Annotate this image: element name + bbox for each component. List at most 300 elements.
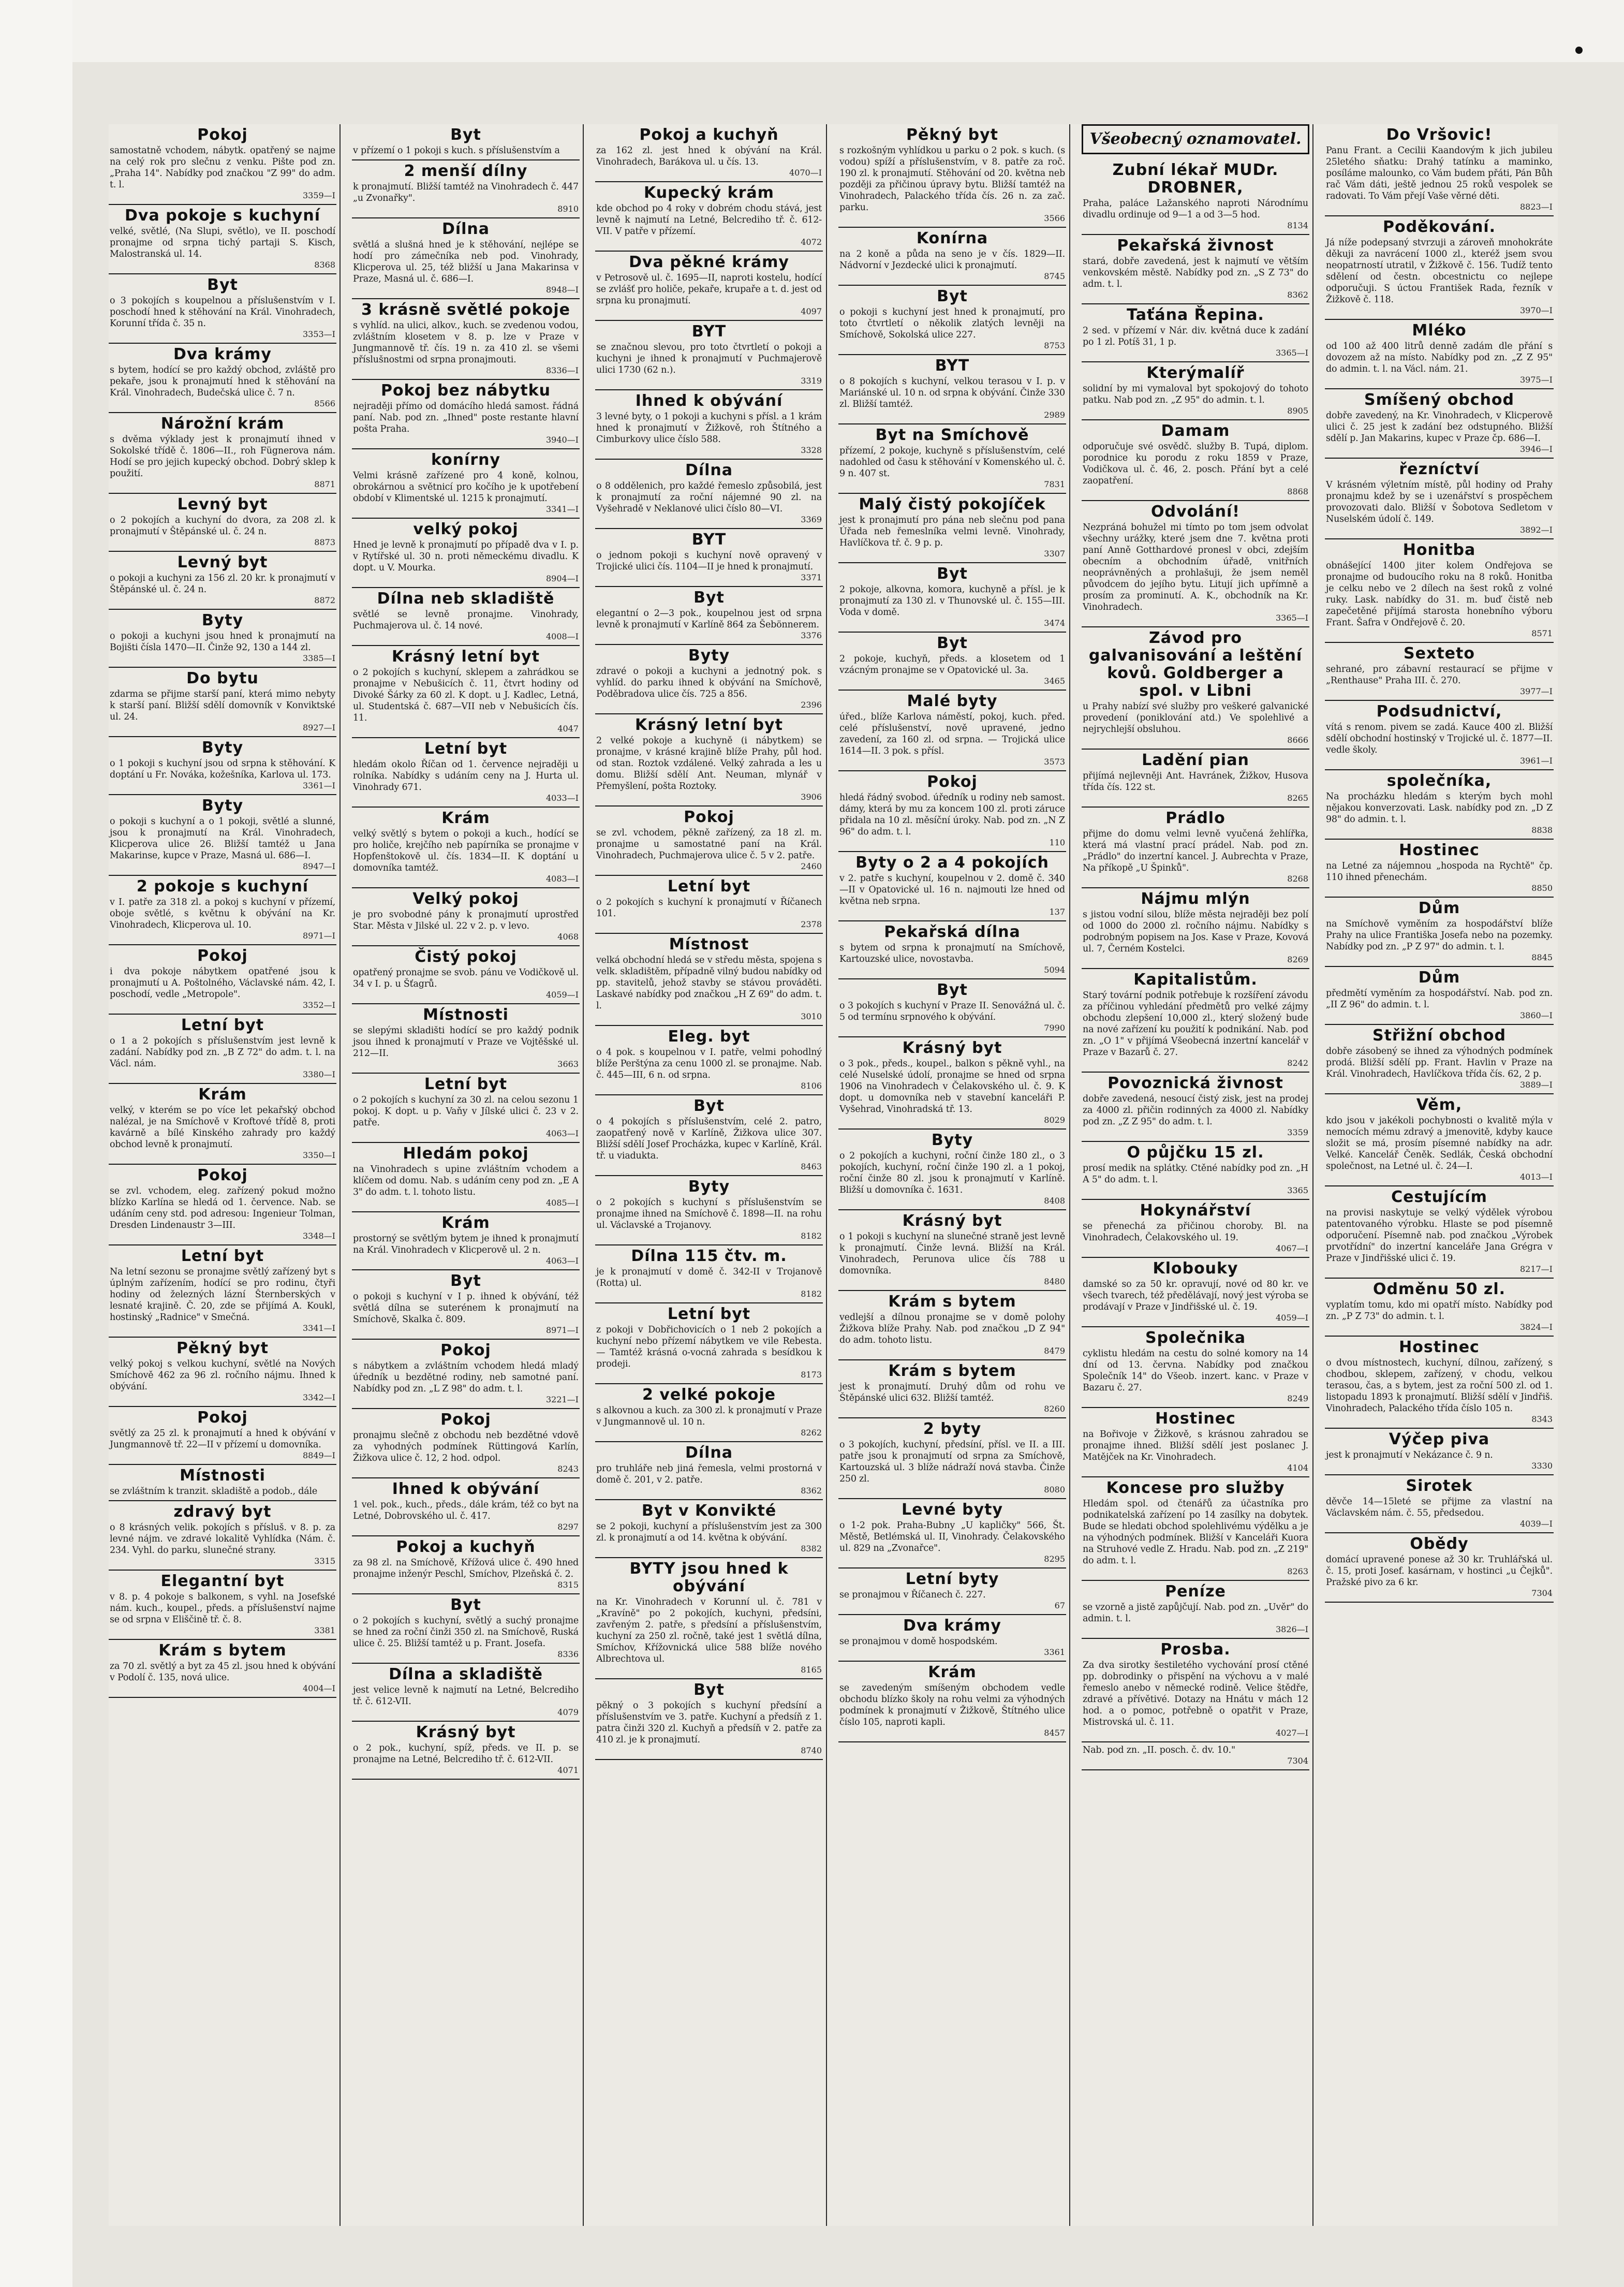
ad-title: Klobouky — [1153, 1259, 1238, 1278]
ad-title: Pokoj bez nábytku — [380, 382, 551, 400]
ad-title: Dva pěkné krámy — [629, 253, 789, 271]
ad-code: 3221—I — [545, 1395, 579, 1404]
ad-code: 3369 — [801, 515, 822, 524]
ad-title: Dílna — [685, 1444, 733, 1462]
ad-text: o 3 pokojích s koupelnou a příslušenstvím v I. poschodí hned k stěhování na Král. Vinohradech, Korunní třída č. 35 n. — [110, 296, 335, 329]
classified-ad — [1082, 1258, 1309, 1327]
ad-code: 3940—I — [545, 435, 579, 445]
classified-ad — [1325, 124, 1554, 216]
scan-edge-left — [0, 0, 72, 2287]
ad-code: 3566 — [1044, 213, 1065, 223]
ad-title: Byty — [201, 797, 244, 815]
classified-ad — [1325, 643, 1554, 701]
ad-title: Byt — [207, 276, 238, 294]
ad-title: Dílna a skladiště — [389, 1665, 543, 1683]
classified-ad — [838, 979, 1066, 1037]
classified-ad — [838, 286, 1066, 355]
ad-title: Elegantní byt — [160, 1572, 285, 1590]
ad-code: 8368 — [314, 260, 335, 270]
ad-title: Pokoj — [440, 1341, 491, 1359]
ad-text: v 2. patře s kuchyní, koupelnou v 2. domě č. 340—II v Opatovické ul. 16 n. najmouti lze hned od května neb srpna. — [839, 873, 1065, 906]
ad-text: kde obchod po 4 roky v dobrém chodu stává, jest levně k najmutí na Letné, Belcrediho tř. č. 612-VII. V patře v přízemí. — [596, 203, 822, 237]
classified-ad — [1082, 888, 1309, 969]
ad-text: o jednom pokoji s kuchyní nově opravený v Trojické ulici čís. 1104—II je hned k pronajmutí. — [596, 550, 822, 572]
ad-title: Byt — [693, 1681, 725, 1699]
ad-title: Krásný letní byt — [392, 648, 540, 666]
classified-ad — [109, 413, 336, 494]
ad-text: z pokoji v Dobřichovicích o 1 neb 2 pokojích a kuchyní nebo přízemí nábytkem ve vile Rebesta. — Tamtéž krásná o-vocná zahrada s besídkou k prodeji. — [596, 1325, 822, 1369]
ad-text: přijímá nejlevněji Ant. Havránek, Žižkov, Husova třída čís. 122 st. — [1083, 771, 1308, 793]
ad-code: 4047 — [557, 724, 579, 734]
ad-title: Čistý pokoj — [415, 948, 517, 966]
classified-ad — [352, 1074, 580, 1143]
ad-text: s bytem, hodící se pro každý obchod, zvláště pro pekaře, jsou k pronajmutí hned k stěhování na Král. Vinohradech, Budečská ulice č. 7 n. — [110, 365, 335, 398]
ad-code: 4071 — [557, 1765, 579, 1775]
ad-text: k pronajmutí. Bližší tamtéž na Vinohradech č. 447 „u Zvonařky". — [353, 182, 579, 203]
ad-title: BYT — [935, 357, 970, 375]
ad-code: 8408 — [1044, 1196, 1065, 1206]
ad-title: Byt — [450, 1272, 481, 1290]
ad-code: 8382 — [801, 1544, 822, 1553]
classified-ad — [1082, 1742, 1309, 1770]
ad-text: na Vinohradech s upine zvláštním vchodem a klíčem od domu. Nab. s udáním ceny pod zn. „E A 3" do adm. t. l. tohoto listu. — [353, 1164, 579, 1197]
ad-code: 3341—I — [545, 504, 579, 514]
ad-code: 7990 — [1044, 1023, 1065, 1033]
classified-ad — [352, 1536, 580, 1594]
ad-text: se pronajmou v domě hospodském. — [839, 1636, 998, 1647]
classified-ad — [838, 1130, 1066, 1210]
classified-ad — [595, 182, 823, 252]
ad-text: v I. patře za 318 zl. a pokoj s kuchyní v přízemí, oboje světlé, s květnu k obývání na Kr. Vinohradech, Klicperova ul. 10. — [110, 897, 335, 930]
classified-ad — [838, 1568, 1066, 1615]
ad-text: o 3 pokojích s kuchyní v Praze II. Senovážná ul. č. 5 od termínu srpnového k obývání. — [839, 1001, 1065, 1022]
classified-ad — [1325, 1475, 1554, 1533]
ad-code: 3961—I — [1519, 756, 1553, 766]
ad-text: prosí medik na splátky. Ctěné nabídky pod zn. „H A 5" do adm. t. l. — [1083, 1163, 1308, 1185]
ad-title: Krásný byt — [902, 1039, 1002, 1057]
ad-code: 4072 — [801, 237, 822, 247]
ad-title: Letní byt — [181, 1016, 264, 1034]
ad-title: Prádlo — [1165, 809, 1226, 827]
ad-code: 3385—I — [302, 653, 335, 663]
ad-title: Krásný letní byt — [635, 716, 783, 734]
classified-ad — [1325, 1094, 1554, 1186]
ad-text: Praha, paláce Lažanského naproti Národnímu divadlu ordinuje od 9—1 a od 3—5 hod. — [1083, 198, 1308, 220]
classified-ad — [352, 1340, 580, 1409]
classified-ad — [595, 124, 823, 182]
ad-title: velký pokoj — [413, 520, 519, 538]
ad-text: o 2 pok., kuchyní, spíž, předs. ve II. p. se pronajme na Letné, Belcrediho tř. č. 612-VII. — [353, 1743, 579, 1765]
ad-text: Hned je levně k pronajmutí po případě dva v I. p. v Rytířské ul. 30 n. proti německému divadlu. K dopt. u V. Mourka. — [353, 540, 579, 573]
ad-text: se 2 pokoji, kuchyní a příslušenstvím jest za 300 zl. k pronajmutí a od 14. května k obývání. — [596, 1521, 822, 1543]
classified-ad — [838, 1499, 1066, 1568]
ad-title: Ladění pian — [1142, 751, 1249, 769]
ad-title: Cestujícím — [1391, 1188, 1487, 1206]
classified-ad — [595, 645, 823, 714]
ad-text: s nábytkem a zvláštním vchodem hledá mladý úředník u bezdětné rodiny, neb samotné paní. Nabídky pod zn. „L Z 98" do adm. t. l. — [353, 1361, 579, 1394]
column-2 — [352, 124, 584, 2226]
ad-code: 2460 — [801, 861, 822, 871]
ad-code: 8134 — [1287, 221, 1308, 230]
ad-title: Sirotek — [1406, 1477, 1473, 1495]
ad-title: Byt — [937, 634, 968, 652]
ad-title: Byt — [693, 589, 725, 607]
ad-text: hledá řádný svobod. úředník u rodiny neb samost. dámy, která by mu za koncem 100 zl. proti záruce přidala na 10 zl. měsíční úroky. Nab. pod zn. „N Z 96" do adm. t. l. — [839, 793, 1065, 837]
ad-code: 7304 — [1531, 1588, 1553, 1598]
ad-title: Hledám pokoj — [403, 1145, 529, 1163]
ad-title: Ihned k obývání — [392, 1480, 540, 1498]
ad-code: 3330 — [1531, 1461, 1553, 1471]
classified-ad — [1082, 1408, 1309, 1477]
classified-ad — [838, 1360, 1066, 1418]
ad-code: 8165 — [801, 1665, 822, 1675]
ad-text: domácí upravené ponese až 30 kr. Truhlářská ul. č. 15, proti Josef. kasárnam, v hostinci „u Čejků". Pražské pivo za 6 kr. — [1326, 1555, 1553, 1588]
ad-text: o pokoji s kuchyní v I p. ihned k obývání, též světlá dílna se suterénem k pronajmutí na Smíchově, Skalka č. 809. — [353, 1292, 579, 1325]
classified-ad — [595, 934, 823, 1026]
classified-ad — [838, 1418, 1066, 1499]
classified-ad — [595, 1384, 823, 1442]
ad-text: Za dva sirotky šestiletého vychování prosí ctěné pp. dobrodinky o přispění na výchovu a v malé řemeslo anebo v německé rodině. Velice štědře, zdravé a přívětivé. Dotazy na Hnátu v mách 12 hod. a o pomoc, potřebně o opatřit v Praze, Mistrovská ul. č. 11. — [1083, 1660, 1308, 1727]
ad-text: velký, v kterém se po více let pekařský obchod nalézal, je na Smíchově v Kroftové třídě 8, proti kavárně a bílé Kinského zahrady pro každý obchod levně k pronajmutí. — [110, 1105, 335, 1150]
classified-ad — [109, 124, 336, 205]
ad-code: 8927—I — [302, 723, 335, 732]
ad-text: s rozkošným vyhlídkou u parku o 2 pok. s kuch. (s vodou) spíží a příslušenstvím, v 8. patře za roč. 190 zl. k pronajmutí. Stěhování od 20. května neb později za přičinou úpravy bytu. Bližší tamtéž na Vinohradech, Palackého třída čís. 26 n. za zač. parku. — [839, 145, 1065, 213]
ad-text: na Bořivoje v Žižkově, s krásnou zahradou se pronajme ihned. Bližší sdělí jest poslanec J. Matějček na Kr. Vinohradech. — [1083, 1429, 1308, 1462]
classified-ad — [109, 1084, 336, 1165]
ad-text: o 8 krásných velik. pokojích s přísluš. v 8. p. za levné nájm. ve zdravé lokalitě Vyhlídka (Nám. č. 234. Vyhl. do parku, slunečné strany. — [110, 1522, 335, 1556]
ad-text: jest k pronajmutí pro pána neb slečnu pod pana Úřada neb řemeslníka velmi levně. Vinohrady, Havlíčkova tř. č. 9 p. p. — [839, 515, 1065, 548]
ad-code: 8173 — [801, 1370, 822, 1380]
ad-text: úřed., blíže Karlova náměstí, pokoj, kuch. před. celé příslušenství, nově upravené, jedno zavedení, za 160 zl. od srpna. — Trojická ulice 1614—II. 3 pok. s přísl. — [839, 712, 1065, 756]
ad-title: Mléko — [1412, 321, 1467, 340]
ad-title: Krám — [441, 1214, 490, 1232]
classified-ad — [352, 124, 580, 160]
classified-ad — [1082, 1142, 1309, 1200]
ad-text: s jistou vodní silou, blíže města nejraději bez polí od 1000 do 2000 zl. ročního nájmu. Nabídky s podrobným popisem na Jos. Kase v Praze, Kovová ul. 7, Černém Kostelci. — [1083, 910, 1308, 954]
classified-ad — [1082, 750, 1309, 808]
ad-text: o pokoji s kuchyní jest hned k pronajmutí, pro toto čtvrtletí o několik zlatých levněji na Smíchově, Sokolská ulice 227. — [839, 307, 1065, 340]
ad-text: Starý tovární podnik potřebuje k rozšíření závodu za příčinou vyhledání předmětů pro velké zájmy obchodu zlepšení 10,000 zl., který složený bude na nové zařízení ku použití k podnikání. Nab. pod zn. „O 1" v přijímá Všeobecná inzertní kancelář v Praze v Bazarů č. 27. — [1083, 990, 1308, 1058]
ad-title: Poděkování. — [1382, 218, 1496, 236]
classified-ad — [109, 795, 336, 876]
classified-ad — [1082, 1200, 1309, 1258]
ad-text: o 8 oddělenich, pro každé řemeslo způsobilá, jest k pronajmutí za roční nájemné 90 zl. na Vyšehradě v Neklanové ulici číslo 80—VI. — [596, 481, 822, 514]
ad-title: Pokoj — [440, 1411, 491, 1429]
ad-text: vedlejší a dílnou pronajme se v domě polohy Žižkova blíže Prahy. Nab. pod značkou „D Z 94" do adm. tohoto listu. — [839, 1312, 1065, 1345]
ad-title: 2 menší dílny — [404, 162, 528, 180]
ad-text: v 8. p. 4 pokoje s balkonem, s vyhl. na Josefské nám. kuch., koupel., předs. a příslušenství najme se od srpna v Eliščině tř. č. 8. — [110, 1592, 335, 1625]
ad-code: 3889—I — [1519, 1080, 1553, 1090]
ad-code: 8873 — [314, 537, 335, 547]
classified-ad — [109, 1571, 336, 1640]
ad-text: dobře zásobený se ihned za výhodných podmínek prodá. Bližší sdělí pp. Frant. Havlin v Praze na Král. Vinohradech, Havlíčkova třída čís. 62, 2 p. — [1326, 1046, 1553, 1079]
ad-title: Hostinec — [1155, 1410, 1236, 1428]
ad-code: 8457 — [1044, 1728, 1065, 1738]
ad-code: 8295 — [1044, 1554, 1065, 1564]
classified-ad — [109, 1501, 336, 1571]
ad-code: 7831 — [1044, 479, 1065, 489]
ad-title: Pokoj — [684, 808, 734, 826]
ad-code: 8850 — [1531, 883, 1553, 893]
ad-text: se vzorně a jistě zapůjčují. Nab. pod zn. „Uvěr" do admin. t. l. — [1083, 1602, 1308, 1624]
classified-ad — [595, 807, 823, 876]
ad-text: cyklistu hledám na cestu do solné komory na 14 dní od 13. června. Nabídky pod značkou Společník 14" do Všeob. inzert. kanc. v Praze v Bazaru č. 27. — [1083, 1348, 1308, 1393]
ad-text: zdarma se přijme starší paní, která mimo nebyty k starší paní. Bližší sdělí domovník v Konviktské ul. 24. — [110, 689, 335, 722]
ad-code: 3342—I — [302, 1392, 335, 1402]
classified-ad — [109, 945, 336, 1015]
ad-code: 4083—I — [545, 874, 579, 884]
ad-title: Do Vršovic! — [1386, 126, 1493, 144]
ad-title: Kupecký krám — [644, 184, 774, 202]
ad-code: 8268 — [1287, 874, 1308, 884]
classified-ad — [1325, 701, 1554, 770]
ad-code: 4039—I — [1519, 1519, 1553, 1529]
ad-title: Byt — [937, 981, 968, 999]
ad-title: Byt — [693, 1097, 725, 1115]
ad-code: 4079 — [557, 1707, 579, 1717]
ad-title: Pokoj — [197, 947, 248, 965]
classified-ad — [109, 1407, 336, 1465]
ad-text: o pokoji s kuchyní a o 1 pokoji, světlé a slunné, jsou k pronajmutí na Král. Vinohradech, Klicperova ulice 26. Bližší tamtéž u Jana Makarinse, kupce v Praze, Masná ul. 686—I. — [110, 816, 335, 861]
classified-ad — [838, 494, 1066, 563]
ad-title: Letní byt — [424, 740, 508, 758]
ad-title: Závod pro galvanisování a leštění kovů. Goldberger a spol. v Libni — [1088, 629, 1303, 700]
classified-ad — [1325, 770, 1554, 840]
classified-ad — [109, 668, 336, 737]
ad-code: 3341—I — [302, 1323, 335, 1333]
ad-title: Letní byt — [667, 877, 751, 896]
ad-title: Byt — [450, 126, 481, 144]
ad-code: 8745 — [1044, 271, 1065, 281]
ad-text: jest velice levně k najmutí na Letné, Belcrediho tř. č. 612-VII. — [353, 1685, 579, 1707]
ad-title: Eleg. byt — [668, 1028, 750, 1046]
ad-text: děvče 14—15leté se přijme za vlastní na Václavském nám. č. 55, předsedou. — [1326, 1497, 1553, 1518]
ad-code: 3365 — [1287, 1185, 1308, 1195]
ad-text: přízemí, 2 pokoje, kuchyně s příslušenstvím, celé nadohled od času k stěhování v Komenského ul. č. 9 n. 407 st. — [839, 446, 1065, 479]
ad-text: o 1 a 2 pokojích s příslušenstvím jest levně k zadání. Nabídky pod zn. „B Z 72" do adm. t. l. na Václ. nám. — [110, 1036, 335, 1069]
ad-text: samostatně vchodem, nábytk. opatřený se najme na celý rok pro slečnu z venku. Pište pod zn. „Praha 14". Nabídky pod značkou "Z 99" do adm. t. l. — [110, 145, 335, 190]
ad-code: 8182 — [801, 1231, 822, 1241]
ad-title: Dva pokoje s kuchyní — [124, 207, 320, 225]
ad-code: 3906 — [801, 792, 822, 802]
ad-code: 8910 — [557, 204, 579, 214]
ad-code: 8217—I — [1519, 1264, 1553, 1274]
ad-text: Nab. pod zn. „II. posch. č. dv. 10." — [1083, 1745, 1235, 1755]
ad-title: Pokoj a kuchyň — [639, 126, 779, 144]
ad-title: 2 velké pokoje — [642, 1386, 776, 1404]
ad-title: Smíšený obchod — [1364, 391, 1515, 409]
ad-code: 8362 — [801, 1486, 822, 1496]
ad-title: Krám — [198, 1086, 247, 1104]
classified-ad — [109, 1245, 336, 1338]
ad-title: BYT — [691, 531, 727, 549]
ad-title: 3 krásně světlé pokoje — [361, 301, 570, 319]
classified-ad — [109, 1465, 336, 1501]
ad-title: Do bytu — [186, 669, 259, 687]
ad-text: solidní by mi vymaloval byt spokojový do tohoto patku. Nab pod zn. „Z 95" do admin. t. l. — [1083, 384, 1308, 405]
ad-code: 3381 — [314, 1625, 335, 1635]
ad-code: 4033—I — [545, 793, 579, 803]
ad-text: předmětí vyměním za hospodářství. Nab. pod zn. „II Z 96" do admin. t. l. — [1326, 988, 1553, 1010]
ad-text: za 70 zl. světlý a byt za 45 zl. jsou hned k obývání v Podolí č. 135, nová ulice. — [110, 1661, 335, 1683]
ad-text: o dvou místnostech, kuchyní, dílnou, zařízený, s chodbou, sklepem, zařízený, v chodu, velkou terasou, čas, a s bytem, jest za roční 500 zl. od 1. listopadu 1893 k pronajmutí. Bližší sdělí v Jindřiš. Vinohradech, Palackého třída číslo 105 n. — [1326, 1358, 1553, 1414]
ad-code: 2396 — [801, 700, 822, 710]
ad-title: Místnost — [669, 935, 749, 954]
ad-code: 3010 — [801, 1011, 822, 1021]
ad-title: Koncese pro služby — [1106, 1479, 1285, 1497]
ad-text: světlá a slušná hned je k stěhování, nejlépe se hodí pro zámečníka neb pod. Vinohrady, Klicperova ul. 25, též bližší u Jana Makarinsa v Praze, Masná ul. č. 686—I. — [353, 240, 579, 284]
ad-title: Byty o 2 a 4 pokojích — [855, 854, 1049, 872]
ad-text: se zvl. vchodem, pěkně zařízený, za 18 zl. m. pronajme u samostatné paní na Král. Vinohradech, Puchmajerova ulice č. 5 v 2. patře. — [596, 828, 822, 861]
ad-code: 8336 — [557, 1649, 579, 1659]
classified-ad — [1325, 1429, 1554, 1475]
ad-title: O půjčku 15 zl. — [1127, 1144, 1264, 1162]
classified-ad — [1082, 627, 1309, 750]
classified-ad — [1082, 362, 1309, 420]
ad-code: 8029 — [1044, 1115, 1065, 1125]
ad-code: 4063—I — [545, 1128, 579, 1138]
classified-ad — [1082, 1477, 1309, 1581]
ad-code: 8080 — [1044, 1485, 1065, 1494]
classified-ad — [595, 529, 823, 587]
classified-ad — [595, 252, 823, 321]
ad-title: Krásný byt — [902, 1212, 1002, 1230]
classified-ad — [352, 1004, 580, 1074]
ad-title: Dům — [1418, 969, 1460, 987]
ink-dot — [1575, 47, 1583, 54]
classified-ad — [1082, 1327, 1309, 1408]
ad-code: 8666 — [1287, 735, 1308, 745]
ad-code: 8753 — [1044, 341, 1065, 350]
ad-text: na Smíchově vyměním za hospodářství blíže Prahy na ulice Františka Josefa nebo na pozemky. Nabídky pod zn. „P Z 97" do admin. t. l. — [1326, 919, 1553, 952]
ad-code: 2378 — [801, 919, 822, 929]
ad-text: za 98 zl. na Smíchově, Křížová ulice č. 490 hned pronajme inženýr Peschl, Smíchov, Plzeňská č. 2. — [353, 1558, 579, 1579]
ad-text: kdo jsou v jakékoli pochybnosti o kvalitě mýla v nemocích mému zdravý a jmenovitě, kdyby kauce složit se má, prosím písemné nabídky na adr. Velké. Kancelář Čeněk. Sedlák, Česká obchodní společnost, na Letné ul. č. 24—I. — [1326, 1116, 1553, 1171]
classified-ad — [838, 633, 1066, 691]
ad-code: 8343 — [1531, 1414, 1553, 1424]
ad-title: Krám s bytem — [158, 1641, 287, 1660]
ad-text: za 162 zl. jest hned k obývání na Král. Vinohradech, Barákova ul. u čís. 13. — [596, 145, 822, 167]
ad-title: Letní byt — [667, 1305, 751, 1323]
ad-text: na Kr. Vinohradech v Korunní ul. č. 781 v „Kravíně" po 2 pokojích, kuchyni, předsíni, zavřeným 2. patře, s předsíní a příslušenstvím, kuchyní za 250 zl. ročně, také jest 1 světlá dílna, Smíchov, Křížovnická ulice 588 blíže nového Albrechtova ul. — [596, 1597, 822, 1664]
ad-title: Odměnu 50 zl. — [1372, 1280, 1506, 1298]
ad-title: Věm, — [1416, 1096, 1463, 1114]
ad-code: 3315 — [314, 1556, 335, 1566]
ad-text: prostorný se světlým bytem je ihned k pronajmutí na Král. Vinohradech v Klicperově ul. 2 n. — [353, 1234, 579, 1255]
classified-ad — [1325, 1025, 1554, 1094]
ad-title: Letní byt — [181, 1247, 264, 1265]
classified-ad — [1082, 501, 1309, 627]
ad-title: Velký pokoj — [412, 890, 519, 908]
ad-code: 4067—I — [1275, 1243, 1308, 1253]
ad-code: 8480 — [1044, 1277, 1065, 1286]
classified-ad — [838, 1291, 1066, 1360]
ad-title: Honitba — [1402, 541, 1476, 559]
ad-code: 3350—I — [302, 1150, 335, 1160]
ad-title: Byty — [931, 1131, 973, 1149]
ad-code: 8823—I — [1519, 202, 1553, 212]
ad-text: o pokoji a kuchyni jsou hned k pronajmutí na Bojišti čísla 1470—II. Činže 92, 130 a 144 zl. — [110, 631, 335, 653]
classified-ad — [352, 946, 580, 1004]
ad-code: 4085—I — [545, 1198, 579, 1208]
classified-ad — [109, 344, 336, 413]
classified-ad — [109, 494, 336, 552]
ad-code: 3319 — [801, 376, 822, 386]
ad-title: řezníctví — [1399, 460, 1480, 478]
ad-text: pro truhláře neb jiná řemesla, velmi prostorná v domě č. 201, v 2. patře. — [596, 1463, 822, 1485]
ad-title: Místnosti — [180, 1467, 265, 1485]
ad-text: zdravé o pokoji a kuchyni a jednotný pok. s vyhlíd. do parku ihned k obývání na Smíchově, Poděbradova ulice čís. 725 a 856. — [596, 666, 822, 699]
ad-title: Pěkný byt — [906, 126, 998, 144]
ad-code: 8871 — [314, 479, 335, 489]
ad-text: pěkný o 3 pokojích s kuchyní předsíní a příslušenstvím ve 3. patře. Kuchyní a předsíň z 1. patra činži 320 zl. Kuchyň a předsíň v 2. patře za 410 zl. je k pronajmutí. — [596, 1700, 822, 1745]
ad-title: Levné byty — [901, 1501, 1003, 1519]
classified-ad — [352, 160, 580, 218]
classified-ad — [838, 921, 1066, 979]
ad-title: Sexteto — [1404, 644, 1475, 663]
ad-code: 4004—I — [302, 1683, 335, 1693]
ad-code: 8269 — [1287, 955, 1308, 964]
ad-code: 8297 — [557, 1522, 579, 1532]
classified-ad — [1325, 1533, 1554, 1603]
ad-title: Byt v Konvikté — [641, 1502, 777, 1520]
ad-title: Pokoj — [197, 1409, 248, 1427]
ad-text: se značnou slevou, pro toto čtvrtletí o pokoji a kuchyni je ihned k pronajmutí v Puchmajerově ulici 1730 (62 n.). — [596, 342, 822, 375]
ad-code: 8845 — [1531, 952, 1553, 962]
ad-title: BYTY jsou hned k obývání — [629, 1560, 789, 1595]
ad-text: světlý za 25 zl. k pronajmutí a hned k obývání v Jungmannově tř. 22—II v přízemí u domovníka. — [110, 1428, 335, 1450]
ad-title: zdravý byt — [173, 1503, 272, 1521]
ad-title: Byty — [201, 739, 244, 757]
ad-code: 8948—I — [545, 285, 579, 295]
ad-text: Nezpráná bohužel mi tímto po tom jsem odvolat všechny urážky, které jsem dne 7. května proti paní Anně Gotthardové pronesl v obci, zdejším obecním a obchodním úřadě, vnitřních neoprávněných a prohlašuji, že jsem neměl původcem do jejího bytu. Litují jich upřímně a prosím za prominutí. A. K., obchodník na Kr. Vinohradech. — [1083, 522, 1308, 612]
ad-code: 3977—I — [1519, 686, 1553, 696]
ad-title: společníka, — [1386, 772, 1492, 790]
classified-ad — [352, 588, 580, 646]
ad-code: 4063—I — [545, 1256, 579, 1266]
ad-code: 8479 — [1044, 1346, 1065, 1356]
classified-ad — [595, 1679, 823, 1760]
ad-title: Pokoj a kuchyň — [396, 1538, 536, 1556]
classified-ad — [352, 1478, 580, 1536]
ad-title: Dílna — [441, 220, 490, 238]
ad-text: se pronajmou v Říčanech č. 227. — [839, 1590, 986, 1600]
classified-ad — [838, 424, 1066, 494]
ad-text: je pro svobodné pány k pronajmutí uprostřed Star. Města v Jilské ul. 22 v 2. p. v levo. — [353, 910, 579, 931]
ad-title: Krásný byt — [416, 1723, 516, 1741]
ad-text: stará, dobře zavedená, jest k najmutí ve větším venkovském městě. Nabídky pod zn. „S Z 73" do adm. t. l. — [1083, 256, 1308, 289]
ad-text: u Prahy nabízí své služby pro veškeré galvanické provedení (poniklování atd.) Ve spolehlivé a nejrychlejší obsluhou. — [1083, 701, 1308, 735]
ad-text: o 1 pokoji s kuchyní jsou od srpna k stěhování. K doptání u Fr. Nováka, kožešníka, Karlova ul. 173. — [110, 758, 335, 780]
ad-text: vítá s renom. pivem se zadá. Kauce 400 zl. Bližší sdělí obchodní hostinský v Trojické ul. č. 1877—II. vedle školy. — [1326, 722, 1553, 755]
classified-ad — [1325, 539, 1554, 643]
ad-title: Byt na Smíchově — [875, 426, 1029, 444]
classified-ad — [352, 1143, 580, 1212]
classified-ad — [352, 449, 580, 519]
ad-code: 7304 — [1287, 1756, 1308, 1766]
ad-text: hledám okolo Říčan od 1. července nejraději u rolníka. Nabídky s udáním ceny na J. Hurta ul. Vinohrady 671. — [353, 759, 579, 793]
classified-ad — [352, 738, 580, 808]
ad-title: Malý čistý pokojíček — [859, 495, 1046, 514]
ad-title: Obědy — [1410, 1535, 1469, 1553]
ad-text: o 4 pokojích s příslušenstvím, celé 2. patro, zaopatřený nově v Karlíně, Žižkova ulice 307. Bližší sdělí Josef Procházka, kupec v Karlíně, Král. tř. u viadukta. — [596, 1117, 822, 1161]
ad-code: 137 — [1049, 907, 1065, 917]
classified-ad — [595, 1026, 823, 1095]
ad-title: Dílna 115 čtv. m. — [631, 1247, 787, 1265]
ad-text: o 4 pok. s koupelnou v I. patře, velmi pohodlný blíže Perštýna za cenu 1000 zl. se pronajme. Nab. č. 445—III, 6 n. od srpna. — [596, 1047, 822, 1080]
classified-ad — [838, 1210, 1066, 1291]
ad-code: 8904—I — [545, 574, 579, 583]
